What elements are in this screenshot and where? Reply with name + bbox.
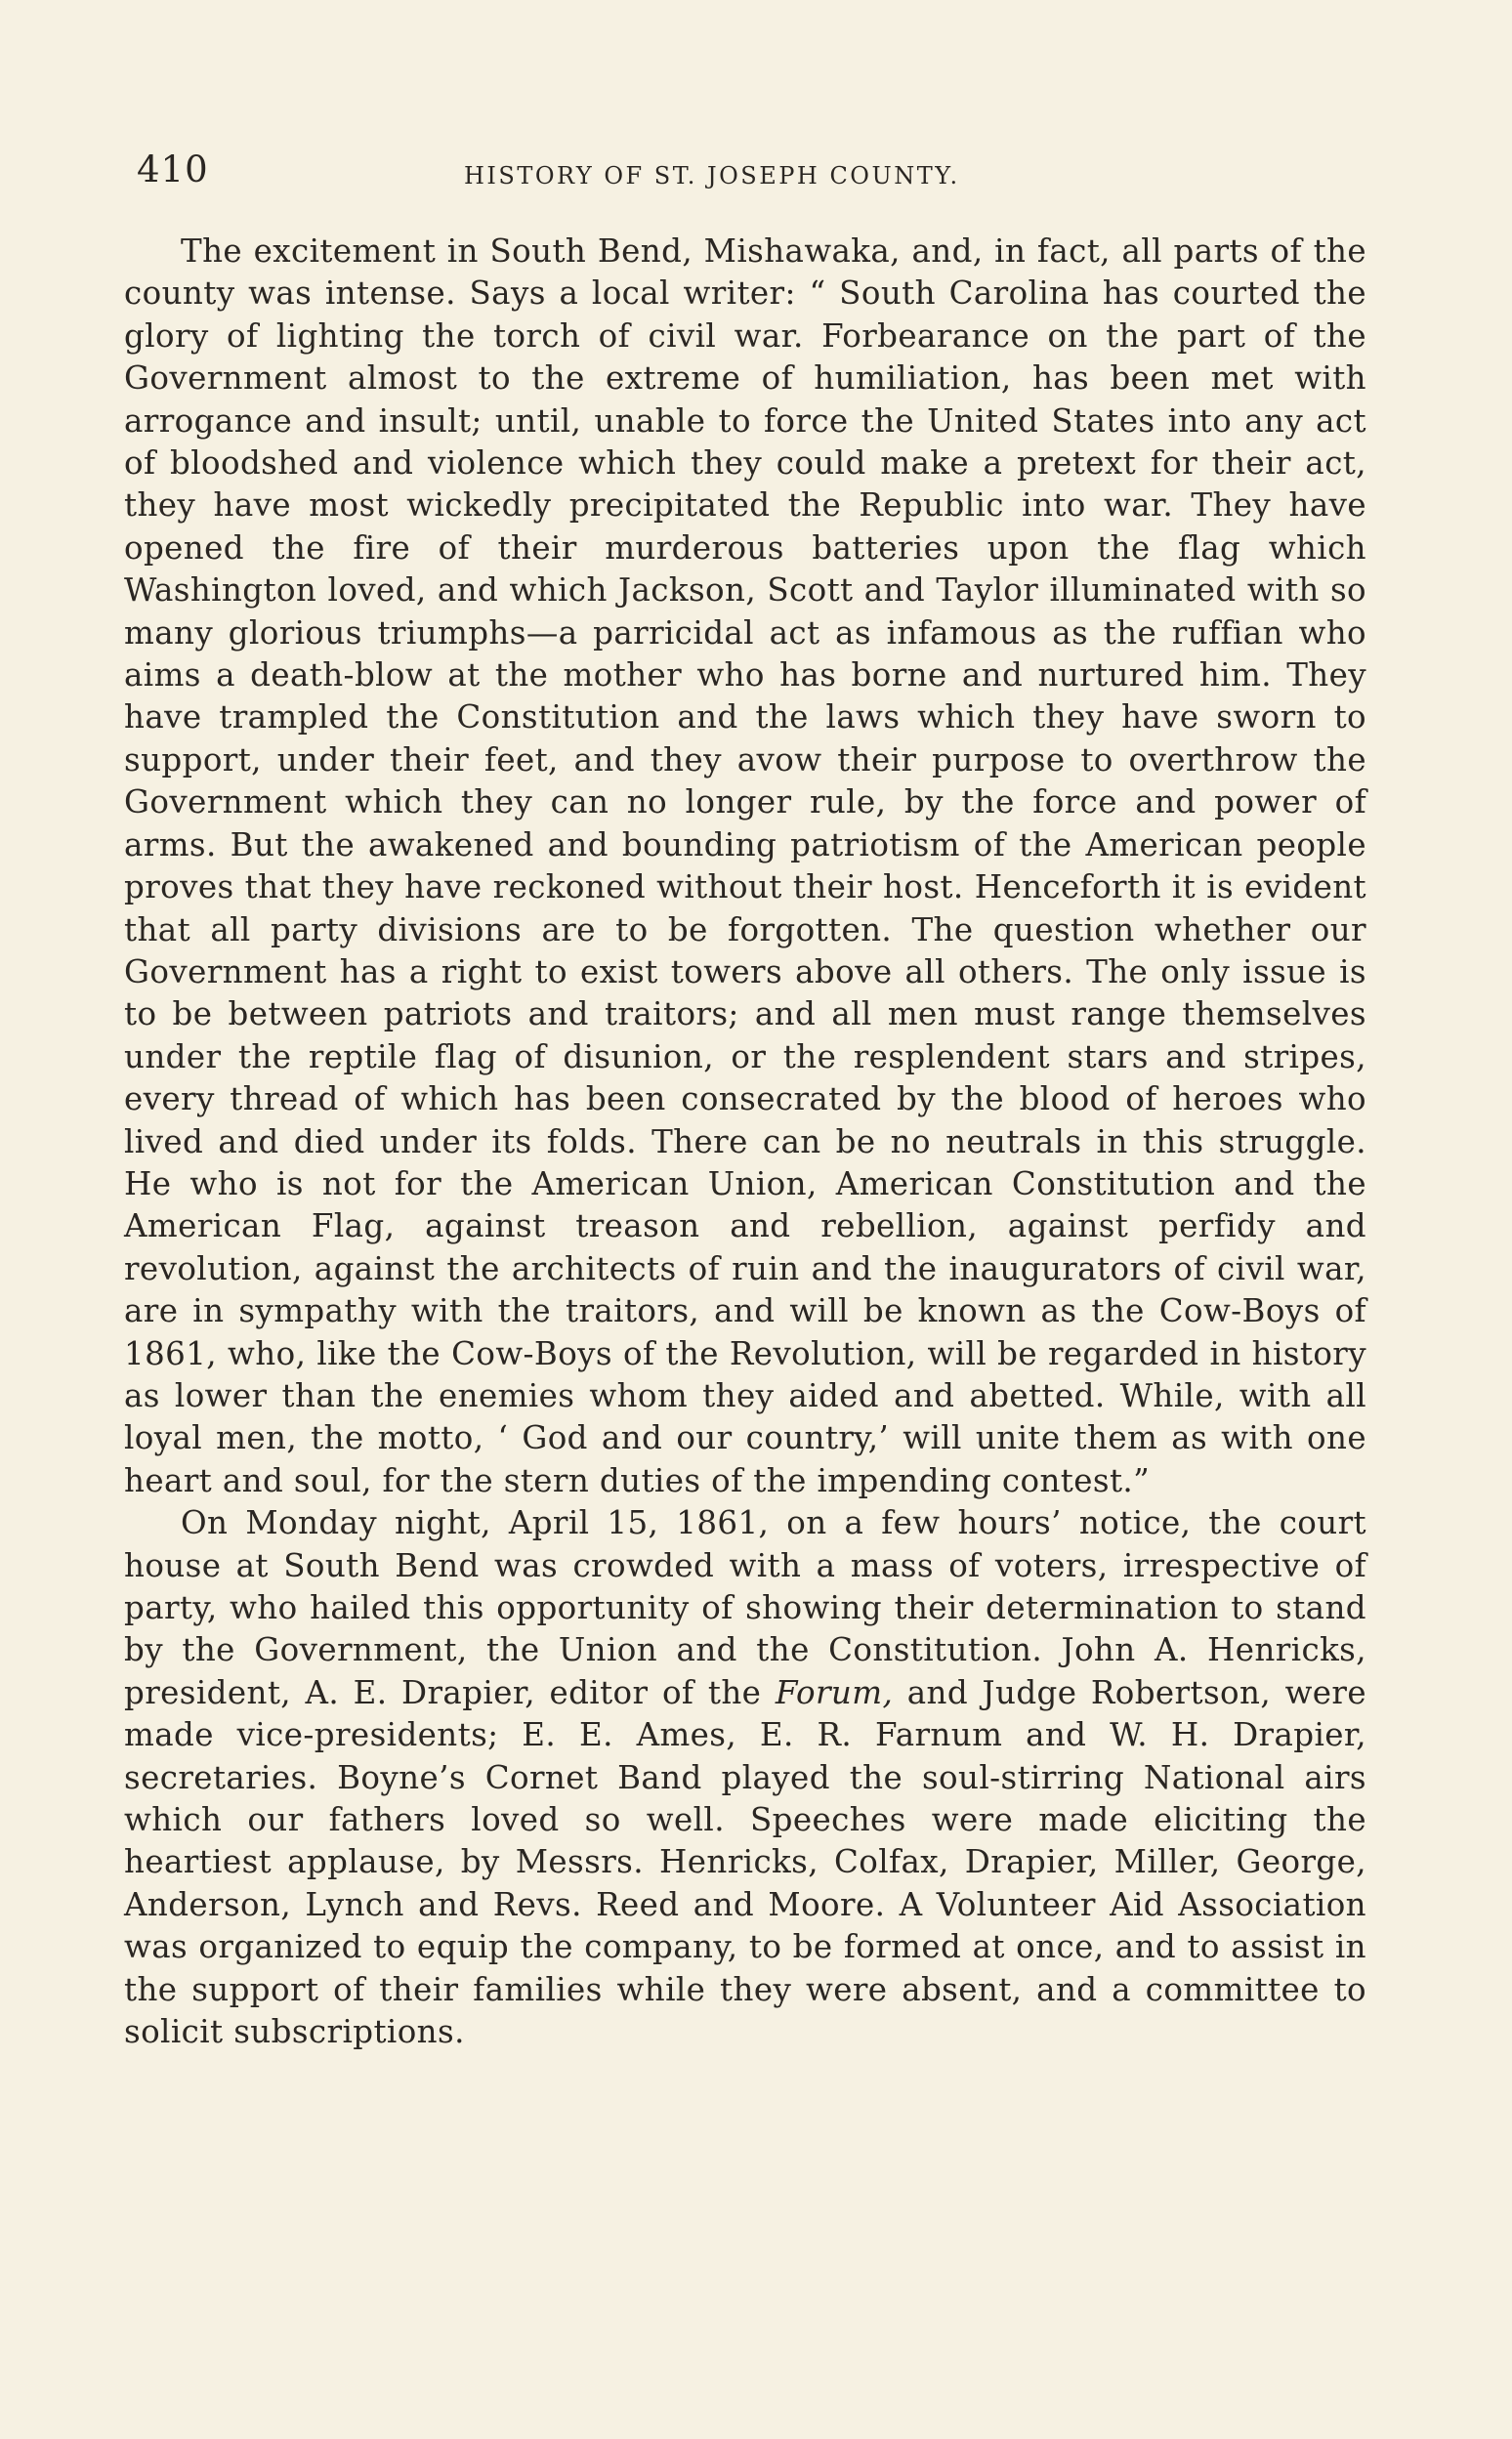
- paragraph-2-text-after: and Judge Robertson, were made vice-presidents; E. E. Ames, E. R. Farnum and W. H. Drapier, secretaries. Boyne’s Cornet Band played the soul-stirring National airs which our fathers loved so well. Speeches were made eliciting the heartiest applause, by Messrs. Henricks, Colfax, Drapier, Miller, George, Anderson, Lynch and Revs. Reed and Moore. A Volunteer Aid Association was organized to equip the company, to be formed at once, and to assist in the support of their families while they were absent, and a committee to solicit subscriptions.: [124, 1673, 1367, 2051]
- page-number: 410: [137, 148, 209, 190]
- page-header: [137, 148, 1367, 197]
- paragraph-2-text-before: On Monday night, April 15, 1861, on a few hours’ notice, the court house at South Bend was crowded with a mass of voters, irrespective of party, who hailed this opportunity of showing their determination to stand by the Government, the Union and the Constitution. John A. Henricks, president, A. E. Drapier, editor of the: [124, 1504, 1366, 1711]
- body-text: [124, 231, 1366, 2053]
- paragraph-1: The excitement in South Bend, Mishawaka, and, in fact, all parts of the county was intense. Says a local writer: “ South Carolina has courted the glory of lighting the torch of civil war. Forbearance on the part of the Government almost to the extreme of humiliation, has been met with arrogance and insult; until, unable to force the United States into any act of bloodshed and violence which they could make a pretext for their act, they have most wickedly precipitated the Republic into war. They have opened the fire of their murderous batteries upon the flag which Washington loved, and which Jackson, Scott and Taylor illuminated with so many glorious triumphs—a parricidal act as infamous as the ruffian who aims a death-blow at the mother who has borne and nurtured him. They have trampled the Constitution and the laws which they have sworn to support, under their feet, and they avow their purpose to overthrow the Government which they can no longer rule, by the force and power of arms. But the awakened and bounding patriotism of the American people proves that they have reckoned without their host. Henceforth it is evident that all party divisions are to be forgotten. The question whether our Government has a right to exist towers above all others. The only issue is to be between patriots and traitors; and all men must range themselves under the reptile flag of disunion, or the resplendent stars and stripes, every thread of which has been consecrated by the blood of heroes who lived and died under its folds. There can be no neutrals in this struggle. He who is not for the American Union, American Constitution and the American Flag, against treason and rebellion, against perfidy and revolution, against the architects of ruin and the inaugurators of civil war, are in sympathy with the traitors, and will be known as the Cow-Boys of 1861, who, like the Cow-Boys of the Revolution, will be regarded in history as lower than the enemies whom they aided and abetted. While, with all loyal men, the motto, ‘ God and our country,’ will unite them as with one heart and soul, for the stern duties of the impending contest.”: [124, 232, 1366, 1499]
- forum-newspaper-title: Forum,: [775, 1673, 894, 1711]
- running-head: HISTORY OF ST. JOSEPH COUNTY.: [464, 162, 960, 189]
- paragraph-2: [124, 1502, 1366, 2053]
